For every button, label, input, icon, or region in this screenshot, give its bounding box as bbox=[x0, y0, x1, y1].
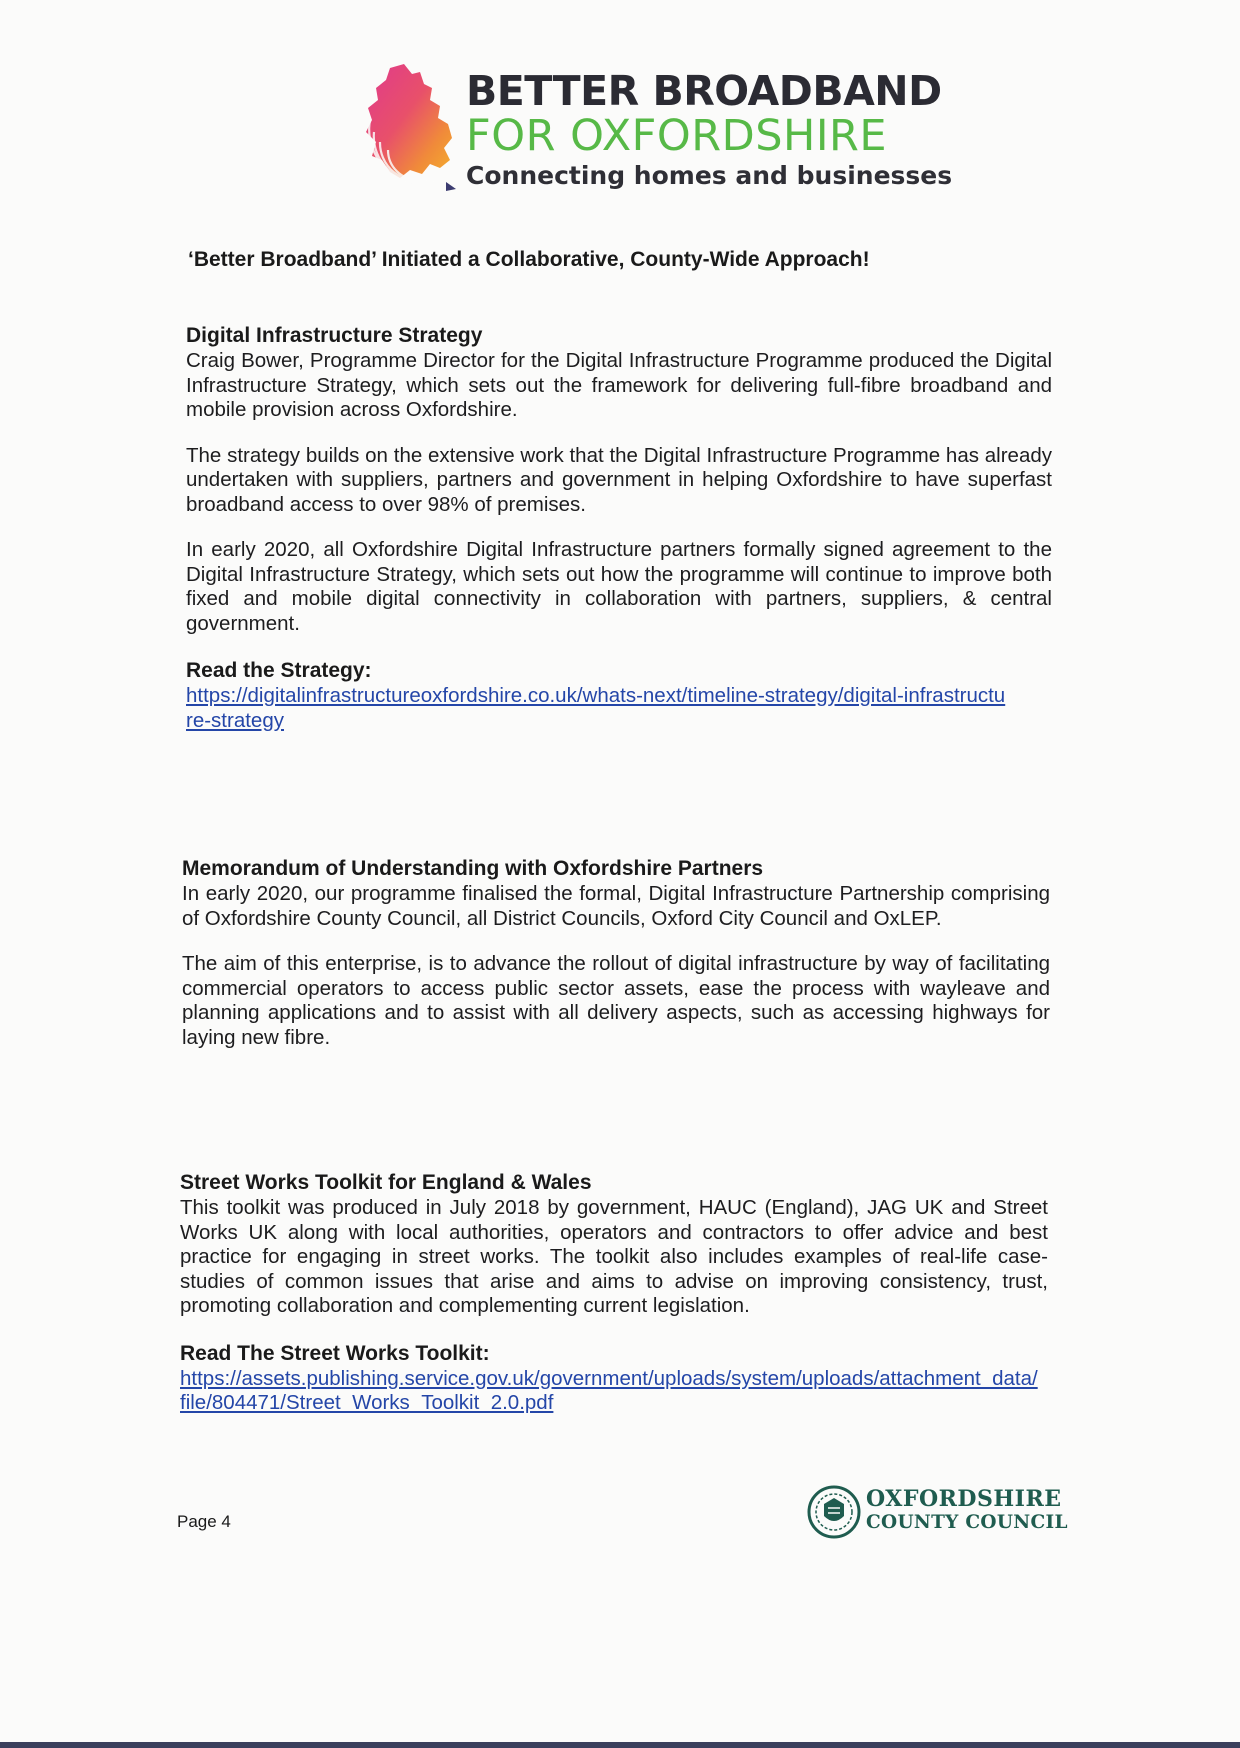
page-title: ‘Better Broadband’ Initiated a Collaborative, County-Wide Approach! bbox=[188, 248, 870, 271]
better-broadband-logo bbox=[360, 62, 953, 202]
paragraph: The aim of this enterprise, is to advance the rollout of digital infrastructure by way of facilitating commercial operators to access public sector assets, ease the process with wayleave and planning applications and to assist with all delivery aspects, such as accessing highways for laying new fibre. bbox=[182, 952, 1050, 1049]
section-title: Digital Infrastructure Strategy bbox=[186, 324, 483, 347]
council-crest-icon bbox=[806, 1484, 862, 1540]
paragraph: The strategy builds on the extensive work that the Digital Infrastructure Programme has already undertaken with suppliers, partners and government in helping Oxfordshire to have superfast broadband access to over 98% of premises. bbox=[186, 443, 1052, 516]
oxfordshire-county-council-logo bbox=[806, 1484, 1066, 1542]
paragraph: In early 2020, our programme finalised the formal, Digital Infrastructure Partnership comprising of Oxfordshire County Council, all District Councils, Oxford City Council and OxLEP. bbox=[182, 882, 1050, 930]
paragraph: Craig Bower, Programme Director for the Digital Infrastructure Programme produced the Digital Infrastructure Strategy, which sets out the framework for delivering full-fibre broadband and mobile provision across Oxfordshire. bbox=[186, 349, 1052, 421]
toolkit-link-label: Read The Street Works Toolkit: bbox=[180, 1341, 490, 1365]
logo-tagline: Connecting homes and businesses bbox=[466, 161, 953, 190]
strategy-link[interactable]: https://digitalinfrastructureoxfordshire.co.uk/whats-next/timeline-strategy/digital-infrastructure-strategy bbox=[186, 684, 1006, 732]
council-name-line2: COUNTY COUNCIL bbox=[866, 1512, 1068, 1533]
paragraph: In early 2020, all Oxfordshire Digital Infrastructure partners formally signed agreement to the Digital Infrastructure Strategy, which sets out how the programme will continue to improve both fixed and mobile digital connectivity in collaboration with partners, suppliers, & central government. bbox=[186, 538, 1052, 635]
paragraph: This toolkit was produced in July 2018 by government, HAUC (England), JAG UK and Street Works UK along with local authorities, operators and contractors to offer advice and best practice for engaging in street works. The toolkit also includes examples of real-life case-studies of common issues that arise and aims to advise on improving consistency, trust, promoting collaboration and complementing current legislation. bbox=[180, 1196, 1048, 1317]
council-name bbox=[866, 1486, 1068, 1534]
toolkit-link[interactable]: https://assets.publishing.service.gov.uk/government/uploads/system/uploads/attachment_data/file/804471/Street_Works_Toolkit_2.0.pdf bbox=[180, 1366, 1038, 1414]
logo-text bbox=[466, 68, 952, 194]
section-title: Street Works Toolkit for England & Wales bbox=[180, 1171, 592, 1194]
page-number: Page 4 bbox=[177, 1512, 231, 1531]
council-name-line1: OXFORDSHIRE bbox=[866, 1486, 1062, 1512]
section-title: Memorandum of Understanding with Oxfordshire Partners bbox=[182, 857, 764, 880]
oxfordshire-map-icon bbox=[360, 62, 460, 192]
logo-title-line1: BETTER BROADBAND bbox=[466, 67, 942, 115]
logo-title-line2: FOR OXFORDSHIRE bbox=[466, 111, 888, 161]
strategy-link-label: Read the Strategy: bbox=[186, 659, 372, 682]
scan-bottom-edge bbox=[0, 1742, 1240, 1748]
